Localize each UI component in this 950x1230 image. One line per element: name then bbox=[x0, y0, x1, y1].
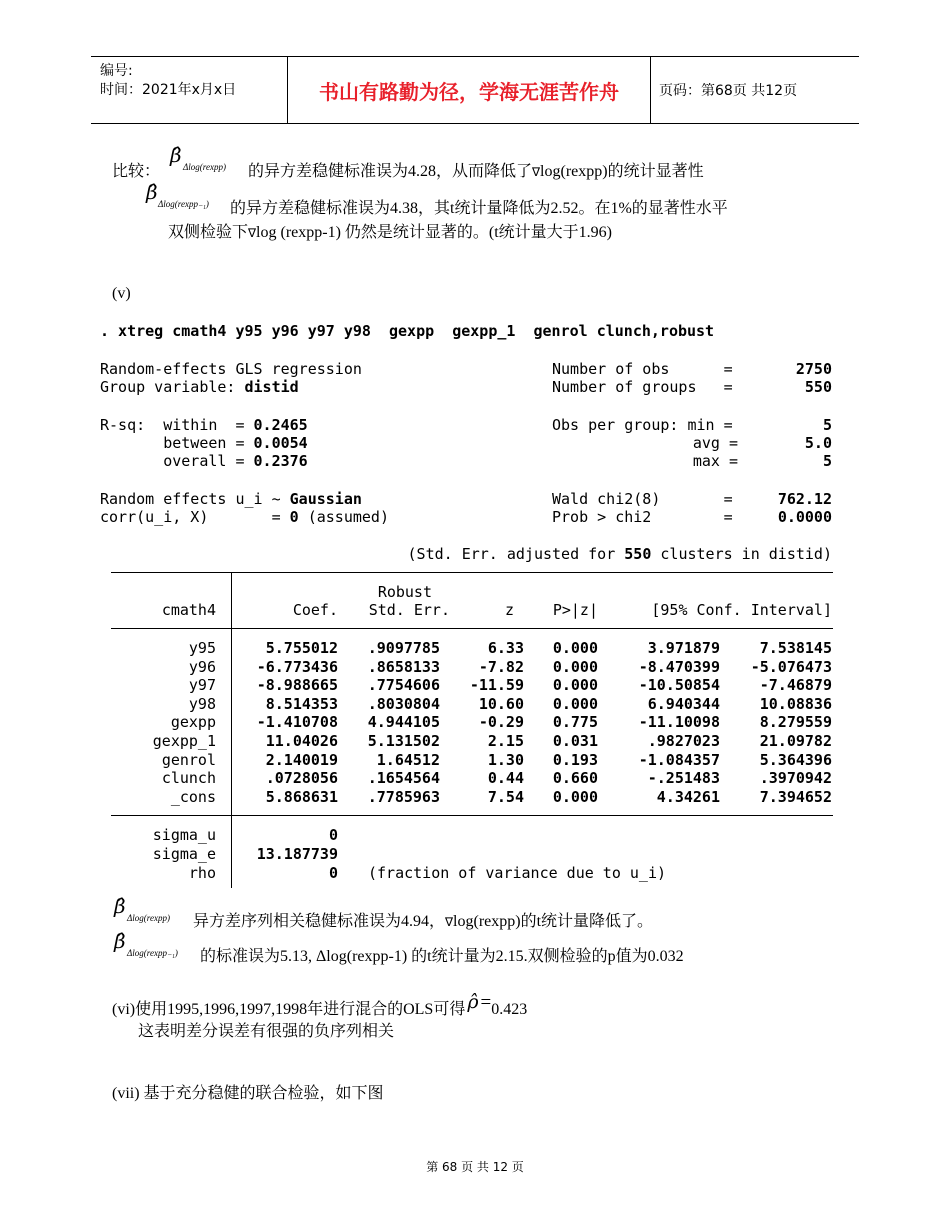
cell-ci-low: -.251483 bbox=[647, 769, 720, 788]
beta-subscript: Δlog(rexpp₋₁) bbox=[127, 948, 178, 958]
nobs-value: 2750 bbox=[795, 360, 832, 378]
cell-z: 1.30 bbox=[487, 750, 524, 769]
cell-var: clunch bbox=[161, 769, 216, 788]
cell-ci-high: -5.076473 bbox=[750, 657, 832, 676]
cell-se: .9097785 bbox=[367, 639, 440, 657]
rsq-overall: overall = 0.2376 bbox=[100, 452, 308, 470]
beta-subscript: Δlog(rexpp) bbox=[127, 913, 170, 923]
stderr-note: (Std. Err. adjusted for 550 clusters in distid) bbox=[407, 545, 832, 563]
time-label: 时间：2021年x月x日 bbox=[100, 82, 237, 98]
head-coef: Coef. bbox=[292, 601, 338, 619]
cell-se: 5.131502 bbox=[367, 732, 440, 750]
page-footer: 第 68 页 共 12 页 bbox=[426, 1160, 524, 1174]
cell-z: 10.60 bbox=[478, 694, 524, 713]
cell-p: 0.031 bbox=[552, 732, 598, 750]
section-vi-line2: 这表明差分误差有很强的负序列相关 bbox=[138, 1023, 395, 1040]
cell-var: y98 bbox=[188, 694, 216, 713]
head-p: P>|z| bbox=[552, 601, 598, 619]
cell-ci-low: -1.084357 bbox=[638, 750, 720, 769]
cell-z: -7.82 bbox=[478, 657, 524, 676]
rsq-between: between = 0.0054 bbox=[100, 434, 308, 452]
cell-p: 0.000 bbox=[552, 639, 598, 657]
paragraph1-line1: 的异方差稳健标准误为4.28，从而降低了∇log(rexpp)的统计显著性 bbox=[248, 163, 704, 180]
cell-coef: 2.140019 bbox=[265, 750, 338, 769]
cell-z: 2.15 bbox=[487, 732, 524, 750]
cell-se: .7754606 bbox=[367, 676, 440, 695]
cell-ci-high: 7.394652 bbox=[759, 787, 832, 806]
table-head-rule bbox=[111, 628, 833, 629]
beta-subscript: Δlog(rexpp₋₁) bbox=[158, 199, 209, 209]
ngroups-value: 550 bbox=[804, 378, 832, 396]
cell-ci-low: -11.10098 bbox=[638, 713, 720, 732]
cell-z: -0.29 bbox=[478, 713, 524, 732]
obs-max-value: 5 bbox=[822, 452, 832, 470]
cell-ci-low: 3.971879 bbox=[647, 639, 720, 657]
cell-z: 6.33 bbox=[487, 639, 524, 657]
sigma-e-value: 13.187739 bbox=[256, 845, 338, 863]
cell-coef: 11.04026 bbox=[265, 732, 338, 750]
cell-z: 7.54 bbox=[487, 787, 524, 806]
ngroups-label: Number of groups = bbox=[552, 378, 733, 396]
cell-coef: -6.773436 bbox=[256, 657, 338, 676]
section-vii-label: (vii) 基于充分稳健的联合检验，如下图 bbox=[112, 1085, 384, 1102]
cell-p: 0.775 bbox=[552, 713, 598, 732]
rho-note: (fraction of variance due to u_i) bbox=[368, 864, 667, 882]
cell-ci-high: 8.279559 bbox=[759, 713, 832, 732]
paragraph2-line2: 的标准误为5.13, Δlog(rexpp-1) 的t统计量为2.15.双侧检验的p值为0.032 bbox=[200, 948, 684, 965]
obs-avg-label: avg = bbox=[692, 434, 738, 452]
head-depvar: cmath4 bbox=[161, 601, 216, 619]
cell-ci-high: -7.46879 bbox=[759, 676, 832, 695]
cell-coef: -8.988665 bbox=[256, 676, 338, 695]
motto: 书山有路勤为径，学海无涯苦作舟 bbox=[287, 57, 651, 123]
header-left-cell bbox=[91, 57, 287, 123]
cell-coef: 8.514353 bbox=[265, 694, 338, 713]
beta-hat-symbol: β̂ bbox=[170, 143, 182, 167]
wald-value: 762.12 bbox=[777, 490, 832, 508]
cell-ci-high: .3970942 bbox=[759, 769, 832, 788]
prob-label: Prob > chi2 = bbox=[552, 508, 733, 526]
cell-coef: -1.410708 bbox=[256, 713, 338, 732]
equals-sign: = bbox=[480, 992, 492, 1013]
corr-line: corr(u_i, X) = 0 (assumed) bbox=[100, 508, 389, 526]
section-vi-line1: (vi)使用1995,1996,1997,1998年进行混合的OLS可得 ρ̂ =0.423 bbox=[112, 991, 528, 1018]
cell-se: 4.944105 bbox=[367, 713, 440, 732]
nobs-label: Number of obs = bbox=[552, 360, 733, 378]
cell-ci-high: 5.364396 bbox=[759, 750, 832, 769]
section-v-label: (v) bbox=[112, 285, 131, 302]
cell-z: 0.44 bbox=[487, 769, 524, 788]
cell-ci-low: -8.470399 bbox=[638, 657, 720, 676]
cell-var: _cons bbox=[170, 787, 216, 806]
cell-se: 1.64512 bbox=[376, 750, 440, 769]
cell-p: 0.000 bbox=[552, 787, 598, 806]
cell-var: y96 bbox=[188, 657, 216, 676]
cell-var: y95 bbox=[188, 639, 216, 657]
obs-avg-value: 5.0 bbox=[804, 434, 832, 452]
paragraph1-line3: 双侧检验下∇log (rexpp-1) 仍然是统计显著的。(t统计量大于1.96) bbox=[168, 224, 613, 241]
cell-var: genrol bbox=[161, 750, 216, 769]
nabla-glyph: ∇ bbox=[248, 226, 257, 240]
compare-prefix: 比较： bbox=[112, 163, 161, 180]
paragraph2-line1: 异方差序列相关稳健标准误为4.94，∇log(rexpp)的t统计量降低了。 bbox=[193, 913, 654, 930]
head-robust: Robust bbox=[377, 583, 432, 601]
prob-value: 0.0000 bbox=[777, 508, 832, 526]
obs-min-value: 5 bbox=[822, 416, 832, 434]
stata-group-var: Group variable: distid bbox=[100, 378, 299, 396]
obs-max-label: max = bbox=[692, 452, 738, 470]
cell-se: .8030804 bbox=[367, 694, 440, 713]
ui-distribution: Random effects u_i ~ Gaussian bbox=[100, 490, 362, 508]
cell-ci-low: 6.940344 bbox=[647, 694, 720, 713]
cell-coef: 5.755012 bbox=[265, 639, 338, 657]
cell-coef: .0728056 bbox=[265, 769, 338, 788]
rho-value: 0 bbox=[328, 864, 338, 882]
head-ci: [95% Conf. Interval] bbox=[651, 601, 832, 619]
cell-p: 0.660 bbox=[552, 769, 598, 788]
cell-p: 0.000 bbox=[552, 657, 598, 676]
nabla-glyph: ∇ bbox=[445, 915, 454, 929]
cell-ci-low: 4.34261 bbox=[656, 787, 720, 806]
cell-se: .1654564 bbox=[367, 769, 440, 788]
page-header bbox=[91, 56, 859, 124]
sigma-u-label: sigma_u bbox=[152, 826, 216, 844]
table-top-rule bbox=[111, 572, 833, 573]
number-label: 编号: bbox=[100, 63, 133, 79]
beta-hat-symbol: β̂ bbox=[114, 894, 126, 918]
cell-var: y97 bbox=[188, 676, 216, 695]
cell-p: 0.000 bbox=[552, 694, 598, 713]
cell-ci-high: 10.08836 bbox=[759, 694, 832, 713]
cell-var: gexpp_1 bbox=[152, 732, 216, 750]
sigma-u-value: 0 bbox=[328, 826, 338, 844]
cell-coef: 5.868631 bbox=[265, 787, 338, 806]
head-se: Std. Err. bbox=[368, 601, 450, 619]
obs-min-label: Obs per group: min = bbox=[552, 416, 733, 434]
sigma-e-label: sigma_e bbox=[152, 845, 216, 863]
rsq-within: R-sq: within = 0.2465 bbox=[100, 416, 308, 434]
beta-hat-symbol: β̂ bbox=[114, 929, 126, 953]
rho-hat-symbol: ρ̂ bbox=[467, 991, 479, 1013]
stata-command: . xtreg cmath4 y95 y96 y97 y98 gexpp gexpp_1 genrol clunch,robust bbox=[100, 322, 715, 340]
page-info: 页码：第68页 共12页 bbox=[659, 83, 798, 99]
cell-p: 0.193 bbox=[552, 750, 598, 769]
beta-hat-symbol: β̂ bbox=[146, 180, 158, 204]
cell-var: gexpp bbox=[170, 713, 216, 732]
cell-ci-high: 21.09782 bbox=[759, 732, 832, 750]
cell-ci-high: 7.538145 bbox=[759, 639, 832, 657]
stata-re-line: Random-effects GLS regression bbox=[100, 360, 362, 378]
wald-label: Wald chi2(8) = bbox=[552, 490, 733, 508]
rho-label: rho bbox=[188, 864, 216, 882]
paragraph1-line2: 的异方差稳健标准误为4.38，其t统计量降低为2.52。在1%的显著性水平 bbox=[230, 200, 728, 217]
cell-z: -11.59 bbox=[469, 676, 524, 695]
cell-ci-low: .9827023 bbox=[647, 732, 720, 750]
cell-ci-low: -10.50854 bbox=[638, 676, 720, 695]
beta-subscript: Δlog(rexpp) bbox=[183, 162, 226, 172]
cell-se: .8658133 bbox=[367, 657, 440, 676]
table-vertical-rule bbox=[231, 572, 232, 888]
head-z: z bbox=[504, 601, 514, 619]
nabla-glyph: ∇ bbox=[532, 165, 541, 179]
cell-se: .7785963 bbox=[367, 787, 440, 806]
cell-p: 0.000 bbox=[552, 676, 598, 695]
table-sigma-rule bbox=[111, 815, 833, 816]
